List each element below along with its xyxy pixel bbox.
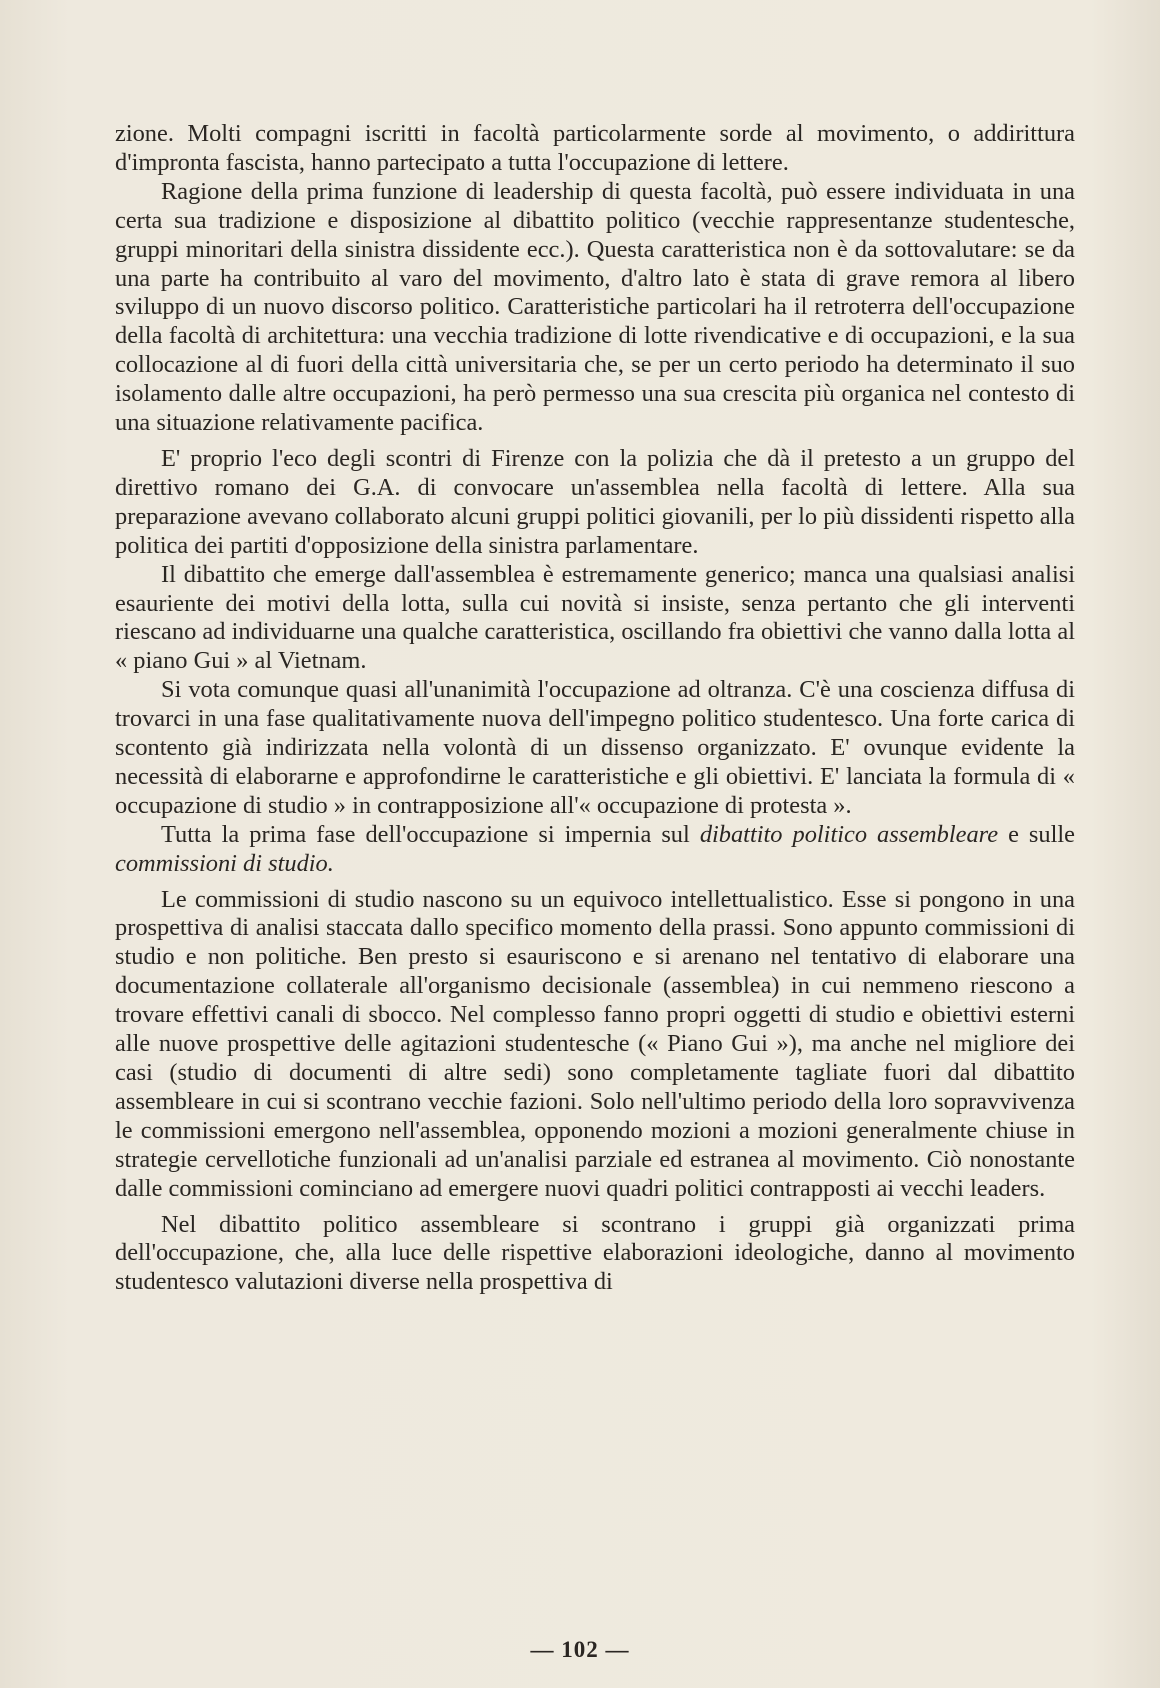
paragraph-2: Ragione della prima funzione di leadership di questa facoltà, può essere individuata in una certa sua tradizione e disposizione al dibattito politico (vecchie rappresentanze studentesche, gruppi minoritari della sinistra dissidente ecc.). Questa caratteristica non è da sottovalutare: se da una parte ha contribuito al varo del movimento, d'altro lato è stata di grave remora al libero sviluppo di un nuovo discorso politico. Caratteristiche particolari ha il retroterra dell'occupazione della facoltà di architettura: una vecchia tradizione di lotte rivendicative e di occupazioni, e la sua collocazione al di fuori della città universitaria che, se per un certo periodo ha determinato il suo isolamento dalle altre occupazioni, ha però permesso una sua crescita più organica nel contesto di una situazione relativamente pacifica.	[115, 177, 1075, 437]
paragraph-4: Il dibattito che emerge dall'assemblea è estremamente generico; manca una qualsiasi analisi esauriente dei motivi della lotta, sulla cui novità si insiste, senza pertanto che gli interventi riescano ad individuarne una qualche caratteristica, oscillando fra obiettivi che vanno dalla lotta al « piano Gui » al Vietnam.	[115, 560, 1075, 675]
body-text	[115, 120, 1075, 1297]
paragraph-8: Nel dibattito politico assembleare si scontrano i gruppi già organizzati prima dell'occupazione, che, alla luce delle rispettive elaborazioni ideologiche, danno al movimento studentesco valutazioni diverse nella prospettiva di	[115, 1210, 1075, 1296]
page-number: — 102 —	[530, 1637, 630, 1662]
paragraph-5: Si vota comunque quasi all'unanimità l'occupazione ad oltranza. C'è una coscienza diffusa di trovarci in una fase qualitativamente nuova dell'impegno politico studentesco. Una forte carica di scontento già indirizzata nella volontà di un dissenso organizzato. E' ovunque evidente la necessità di elaborarne e approfondirne le caratteristiche e gli obiettivi. E' lanciata la formula di « occupazione di studio » in contrapposizione all'« occupazione di protesta ».	[115, 676, 1075, 819]
emphasis-commissioni: commissioni di studio.	[115, 849, 334, 877]
paragraph-6-before: Tutta la prima fase dell'occupazione si impernia sul	[161, 820, 700, 848]
paragraph-1: zione. Molti compagni iscritti in facoltà particolarmente sorde al movimento, o addirittura d'impronta fascista, hanno partecipato a tutta l'occupazione di lettere.	[115, 120, 1075, 176]
paragraph-6-middle: e sulle	[998, 820, 1075, 848]
emphasis-dibattito: dibattito politico assembleare	[699, 820, 999, 848]
paragraph-3: E' proprio l'eco degli scontri di Firenze con la polizia che dà il pretesto a un gruppo del direttivo romano dei G.A. di convocare un'assemblea nella facoltà di lettere. Alla sua preparazione avevano collaborato alcuni gruppi politici giovanili, per lo più dissidenti rispetto alla politica dei partiti d'opposizione della sinistra parlamentare.	[115, 444, 1075, 559]
paragraph-6	[115, 821, 1075, 879]
paragraph-7: Le commissioni di studio nascono su un equivoco intellettualistico. Esse si pongono in una prospettiva di analisi staccata dallo specifico momento della prassi. Sono appunto commissioni di studio e non politiche. Ben presto si esauriscono e si arenano nel tentativo di elaborare una documentazione collaterale all'organismo decisionale (assemblea) in cui nemmeno riescono a trovare effettivi canali di sbocco. Nel complesso fanno propri oggetti di studio e obiettivi esterni alle nuove prospettive delle agitazioni studentesche (« Piano Gui »), ma anche nel migliore dei casi (studio di documenti di altre sedi) sono completamente tagliate fuori dal dibattito assembleare in cui si scontrano vecchie fazioni. Solo nell'ultimo periodo della loro sopravvivenza le commissioni emergono nell'assemblea, opponendo mozioni a mozioni generalmente chiuse in strategie cervellotiche funzionali ad un'analisi parziale ed estranea al movimento. Ciò nonostante dalle commissioni cominciano ad emergere nuovi quadri politici contrapposti ai vecchi leaders.	[115, 885, 1075, 1202]
